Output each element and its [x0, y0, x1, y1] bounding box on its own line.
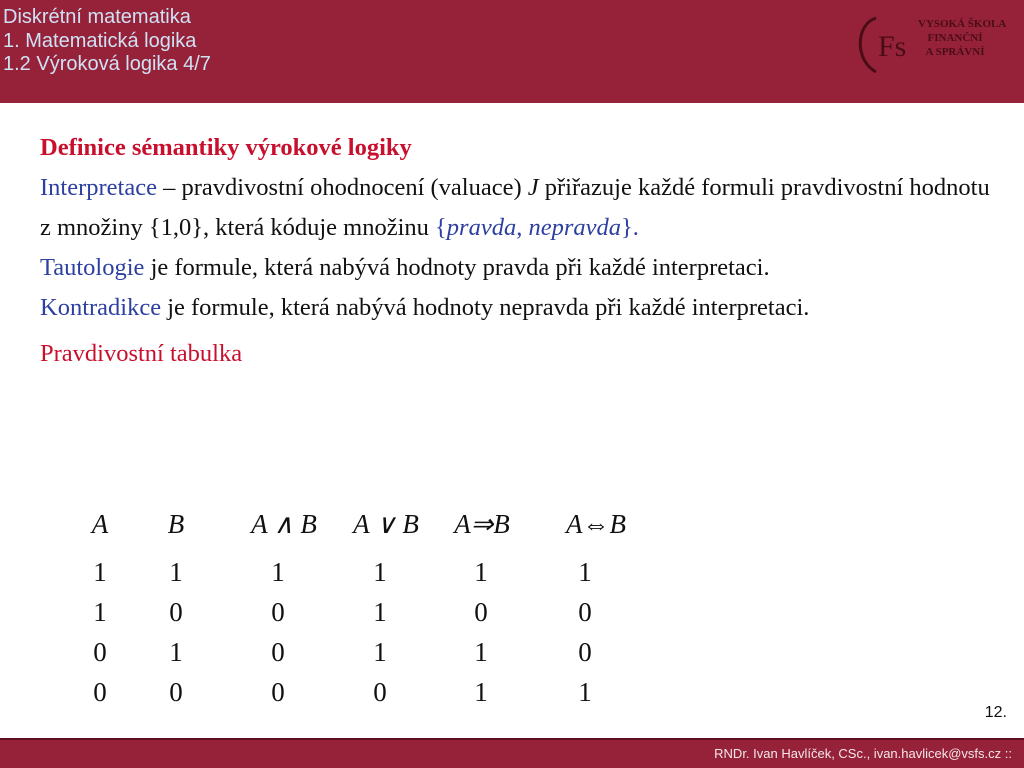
table-cell: 1: [373, 557, 387, 587]
set-close: }.: [621, 214, 639, 241]
header-cell-b: B: [167, 509, 185, 539]
section-title: 1.2 Výroková logika 4/7: [3, 53, 211, 75]
chapter-title: 1. Matematická logika: [3, 29, 197, 52]
header-cell-equivalence: A⇔B: [566, 509, 626, 539]
contradiction-text: je formule, která nabývá hodnoty nepravda při každé interpretaci.: [161, 294, 810, 321]
interpretation-definition: [40, 168, 1000, 248]
table-cell: 0: [169, 597, 183, 627]
contradiction-definition: [40, 288, 1000, 328]
table-cell: 1: [271, 557, 285, 587]
table-cell: 1: [169, 557, 183, 587]
table-cell: 0: [578, 597, 592, 627]
table-cell: 1: [169, 637, 183, 667]
table-cell: 1: [93, 557, 107, 587]
school-name-line1: VYSOKÁ ŠKOLA: [918, 18, 1007, 30]
header-cell-a: A: [91, 509, 109, 539]
table-cell: 0: [169, 677, 183, 707]
footer-author: RNDr. Ivan Havlíček, CSc., ivan.havlicek@vsfs.cz ::: [714, 746, 1012, 761]
school-name: [918, 17, 1007, 59]
table-cell: 0: [271, 637, 285, 667]
logo-emblem-icon: [852, 12, 922, 78]
table-cell: 0: [93, 677, 107, 707]
school-logo: [852, 12, 1022, 78]
tautology-definition: [40, 248, 1000, 288]
header-cell-implication: A⇒B: [454, 509, 510, 539]
table-cell: 0: [271, 677, 285, 707]
table-cell: 1: [93, 597, 107, 627]
table-cell: 1: [578, 557, 592, 587]
table-cell: 1: [373, 637, 387, 667]
header-bar: [0, 0, 1024, 103]
table-cell: 1: [474, 677, 488, 707]
value-pravda: pravda: [446, 214, 517, 241]
school-name-line2: FINANČNÍ: [927, 32, 983, 44]
logo-monogram: Fs: [878, 30, 907, 63]
table-cell: 0: [271, 597, 285, 627]
content-heading: Definice sémantiky výrokové logiky: [40, 134, 412, 161]
term-tautology: Tautologie: [40, 254, 145, 281]
table-cell: 0: [474, 597, 488, 627]
term-interpretation: Interpretace: [40, 174, 157, 201]
footer-bar: [0, 738, 1024, 768]
set-open: {: [435, 214, 447, 241]
truth-table-title: Pravdivostní tabulka: [40, 340, 243, 367]
table-cell: 1: [474, 557, 488, 587]
course-title: Diskrétní matematika: [3, 6, 191, 28]
term-contradiction: Kontradikce: [40, 294, 162, 321]
table-cell: 0: [578, 637, 592, 667]
table-cell: 1: [373, 597, 387, 627]
header-cell-or: A ∨ B: [353, 509, 419, 539]
slide-title: [3, 6, 211, 77]
slide-content: [40, 128, 1000, 374]
table-cell: 1: [474, 637, 488, 667]
header-cell-and: A ∧ B: [251, 509, 317, 539]
table-cell: 1: [578, 677, 592, 707]
school-name-line3: A SPRÁVNÍ: [925, 46, 985, 58]
valuation-symbol: J: [527, 174, 539, 201]
interp-text-1: – pravdivostní ohodnocení (valuace): [156, 174, 528, 201]
table-cell: 0: [93, 637, 107, 667]
set-comma: ,: [516, 214, 529, 241]
value-nepravda: nepravda: [528, 214, 621, 241]
tautology-text: je formule, která nabývá hodnoty pravda při každé interpretaci.: [144, 254, 770, 281]
table-cell: 0: [373, 677, 387, 707]
interp-text-2: přiřazuje každé formuli pravdivostní hodnotu z množiny {1,0}, která kóduje množinu: [40, 174, 990, 241]
page-number: 12.: [984, 704, 1007, 721]
